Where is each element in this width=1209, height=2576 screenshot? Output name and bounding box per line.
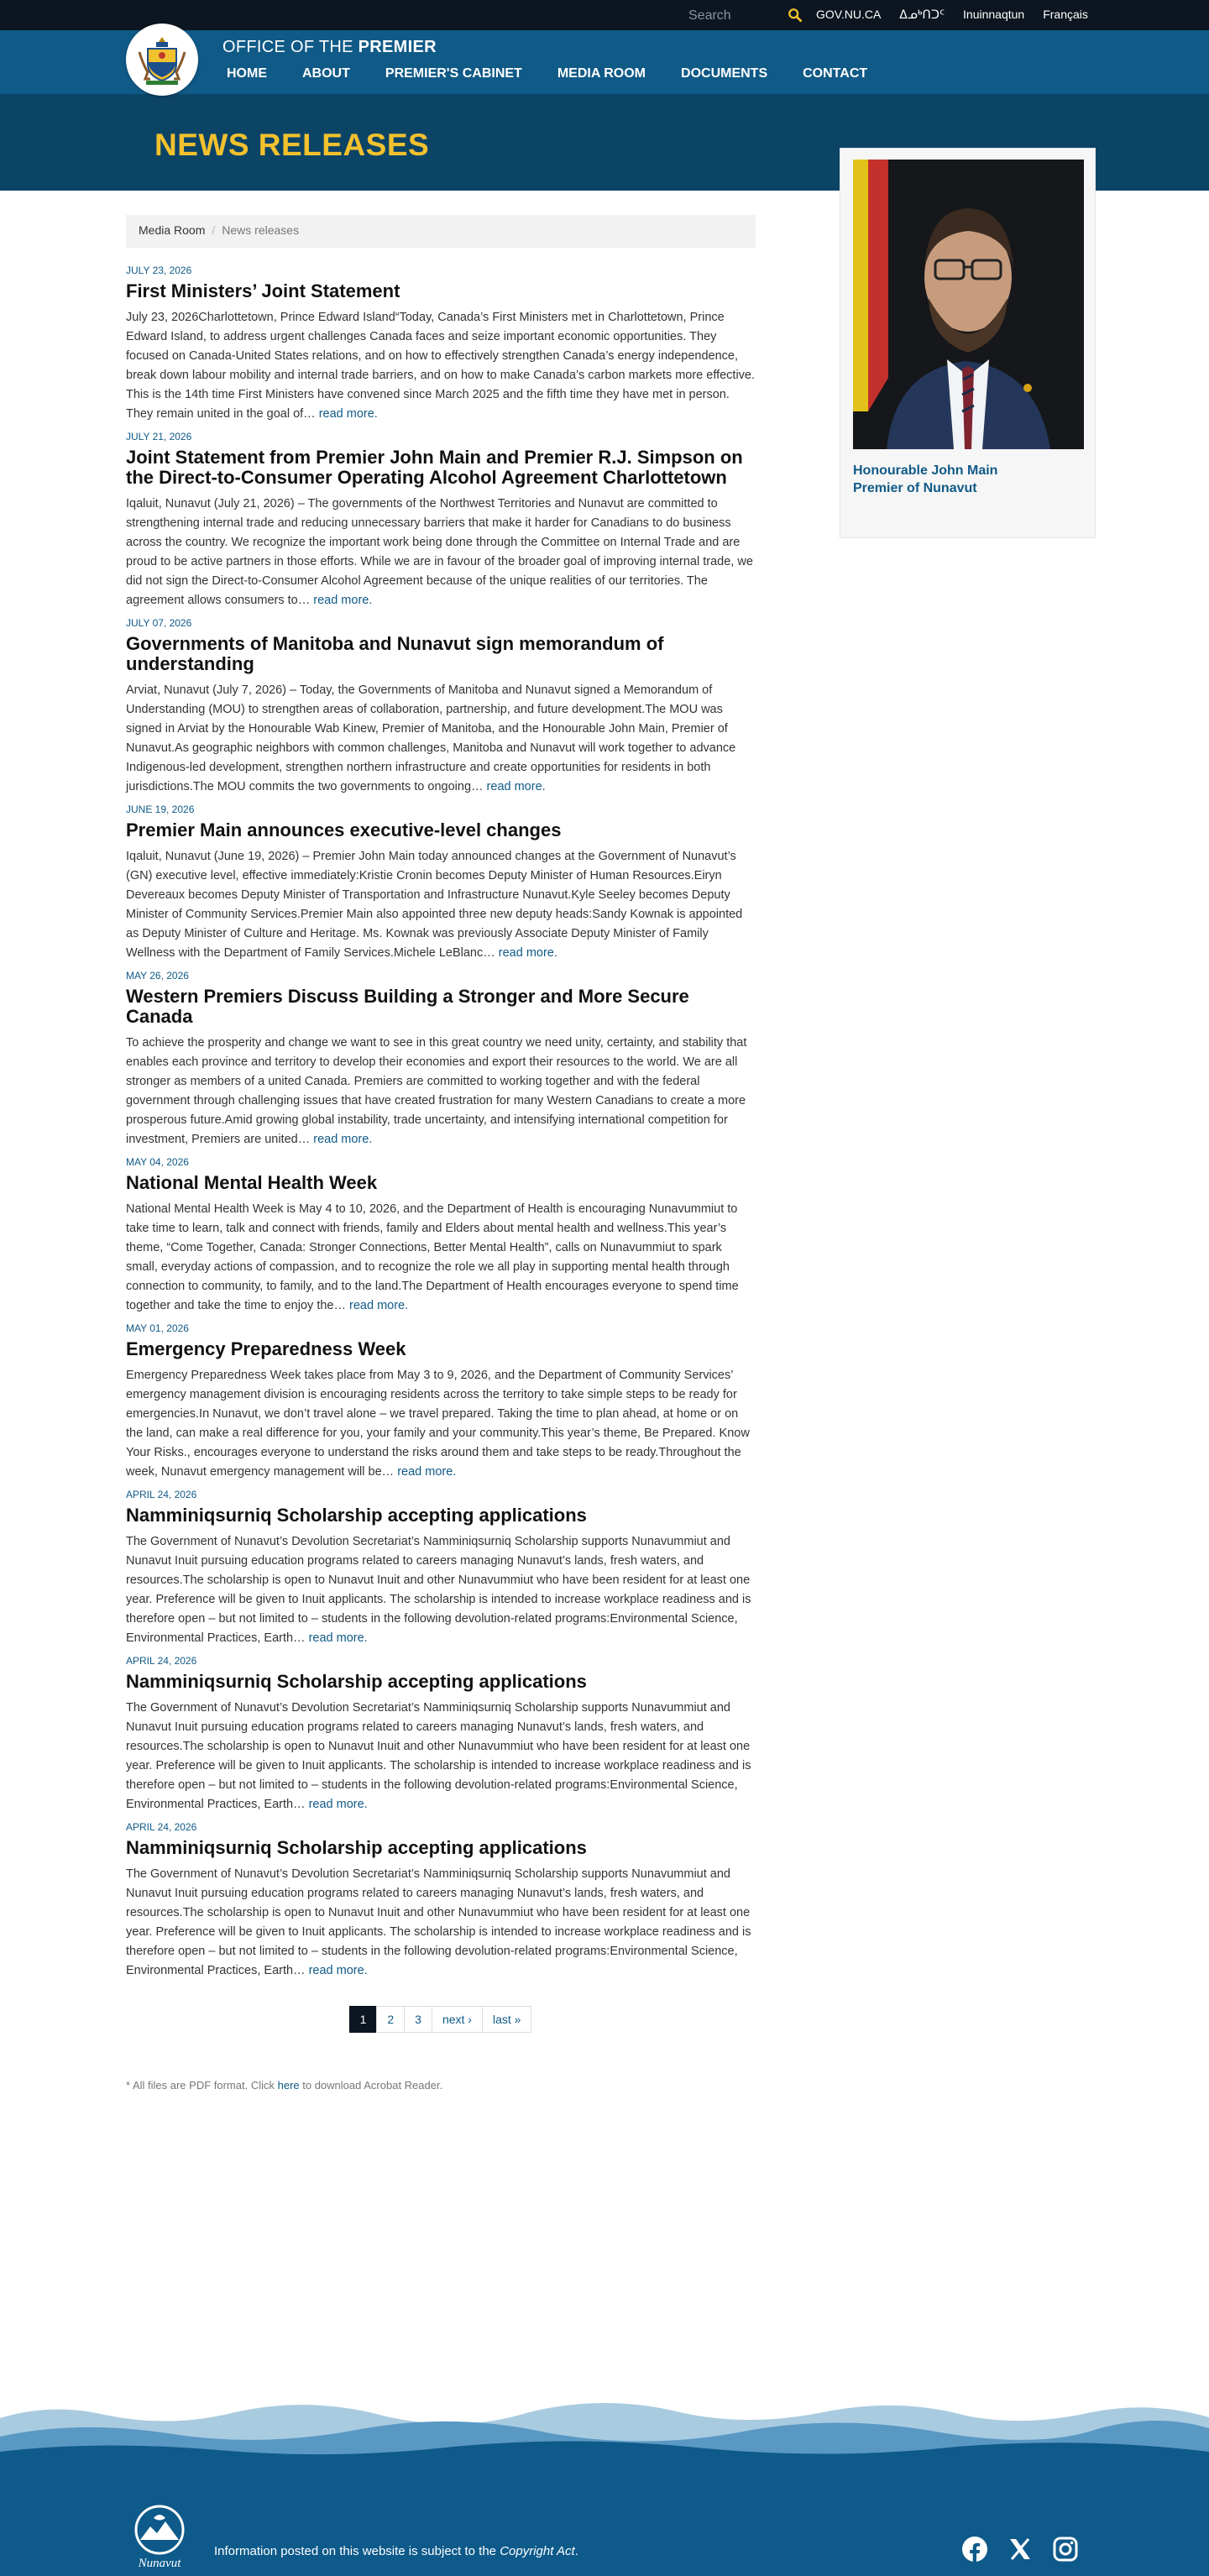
link-inuinnaqtun[interactable]: Inuinnaqtun [963, 8, 1025, 21]
breadcrumb-media-room[interactable]: Media Room [139, 223, 206, 237]
read-more-link[interactable]: read more. [308, 1798, 368, 1811]
news-title[interactable]: Premier Main announces executive-level changes [126, 819, 562, 840]
pdf-note-prefix: * All files are PDF format. Click [126, 2079, 278, 2092]
language-links [816, 8, 1088, 22]
news-summary [126, 847, 756, 963]
site-footer [0, 2456, 1209, 2576]
news-body: Emergency Preparedness Week takes place from May 3 to 9, 2026, and the Department of Community Services’ emergency management division is encouraging residents across the territory to take simple steps to be ready for emergencies.In Nunavut, we don’t travel alone – we travel prepared. Taking the time to plan ahead, at home or on the land, can make a real difference for you, your family and your community.This year’s theme, Be Prepared. Know Your Risks., encourages everyone to understand the risks around them and take steps to be ready.Throughout the week, Nunavut emergency management will be… [126, 1369, 750, 1479]
news-title[interactable]: Western Premiers Discuss Building a Stronger and More Secure Canada [126, 986, 689, 1027]
read-more-link[interactable]: read more. [498, 946, 557, 960]
breadcrumb [126, 215, 756, 248]
news-title[interactable]: National Mental Health Week [126, 1172, 378, 1193]
news-summary [126, 495, 756, 610]
news-body: Iqaluit, Nunavut (July 21, 2026) – The governments of the Northwest Territories and Nunavut are committed to strengthening internal trade and reducing unnecessary barriers that make it harder for Canadians to do business across the country. We recognize the important work being done through the Committee on Internal Trade and are proud to be active partners in those efforts. While we are in favour of the broader goal of improving internal trade, we did not sign the Direct-to-Consumer Alcohol Agreement because of the unique realities of our territories. The agreement allows consumers to… [126, 497, 753, 607]
news-item [126, 431, 756, 610]
social-links [961, 2536, 1079, 2563]
news-date: JULY 23, 2026 [126, 264, 192, 276]
page-next[interactable]: next › [432, 2006, 483, 2033]
page-last[interactable]: last » [482, 2006, 531, 2033]
news-body: National Mental Health Week is May 4 to 10, 2026, and the Department of Health is encouraging Nunavummiut to take time to learn, talk and connect with friends, family and Elders about mental health and wellness.This year’s theme, “Come Together, Canada: Stronger Connections, Better Mental Health”, calls on Nunavummiut to spark small, everyday actions of compassion, and to recognize the role we all play in supporting mental health through connection to community, to family, and to the land.The Department of Health encourages everyone to spend time together and take the time to enjoy the… [126, 1202, 739, 1312]
site-title-prefix: OFFICE OF THE [222, 38, 359, 56]
news-date: MAY 01, 2026 [126, 1322, 189, 1334]
news-body: Arviat, Nunavut (July 7, 2026) – Today, the Governments of Manitoba and Nunavut signed a Memorandum of Understanding (MOU) to strengthen areas of collaboration, partnership, and future development.The MOU was signed in Arviat by the Honourable Wab Kinew, Premier of Manitoba, and the Honourable John Main, Premier of Nunavut.As geographic neighbors with common challenges, Manitoba and Nunavut will work together to advance Indigenous-led development, strengthen northern infrastructure and create opportunities for residents in both jurisdictions.The MOU commits the two governments to ongoing… [126, 683, 736, 793]
page-3[interactable]: 3 [404, 2006, 432, 2033]
news-title[interactable]: Namminiqsurniq Scholarship accepting applications [126, 1671, 587, 1692]
news-summary [126, 1366, 756, 1482]
nav-documents[interactable]: DOCUMENTS [681, 66, 768, 81]
news-title[interactable]: Governments of Manitoba and Nunavut sign memorandum of understanding [126, 633, 664, 674]
utility-bar [0, 0, 1209, 30]
news-date: JUNE 19, 2026 [126, 804, 195, 815]
news-item [126, 1156, 756, 1316]
news-item [126, 804, 756, 963]
news-title[interactable]: First Ministers’ Joint Statement [126, 280, 400, 301]
copyright-suffix: . [574, 2544, 578, 2558]
facebook-icon[interactable] [961, 2536, 988, 2563]
read-more-link[interactable]: read more. [397, 1465, 457, 1479]
footer-logo-text: Nunavut [138, 2557, 181, 2570]
news-date: JULY 07, 2026 [126, 617, 192, 629]
breadcrumb-current: News releases [222, 223, 300, 237]
read-more-link[interactable]: read more. [313, 1133, 373, 1146]
read-more-link[interactable]: read more. [318, 407, 378, 421]
news-item [126, 970, 756, 1149]
page-title: NEWS RELEASES [154, 128, 430, 162]
pdf-note [126, 2079, 756, 2092]
read-more-link[interactable]: read more. [313, 594, 373, 607]
read-more-link[interactable]: read more. [486, 780, 546, 793]
news-body: To achieve the prosperity and change we want to see in this great country we need unity, certainty, and stability that enables each province and territory to develop their economies and export their resources to the world. We are all stronger as members of a united Canada. Premiers are committed to working together and with the federal government through challenging issues that have created frustration for many Western Canadians to create a more prosperous future.Amid growing global instability, trade uncertainty, and intensifying international competition for investment, Premiers are united… [126, 1036, 747, 1146]
search-icon[interactable] [788, 8, 803, 23]
news-item [126, 1489, 756, 1648]
premier-caption[interactable] [853, 462, 997, 497]
news-title[interactable]: Emergency Preparedness Week [126, 1338, 406, 1359]
news-item [126, 617, 756, 797]
news-summary [126, 308, 756, 424]
acrobat-link[interactable]: here [277, 2079, 300, 2092]
site-title-bold: PREMIER [358, 38, 437, 56]
copyright-text [214, 2544, 578, 2558]
main-content [126, 215, 756, 2092]
link-inuktitut[interactable]: ᐃᓄᒃᑎᑐᑦ [899, 8, 945, 21]
breadcrumb-separator: / [212, 223, 216, 237]
pdf-note-suffix: to download Acrobat Reader. [299, 2079, 443, 2092]
news-summary [126, 1200, 756, 1316]
premier-card [840, 148, 1096, 538]
news-item [126, 1655, 756, 1814]
page-2[interactable]: 2 [376, 2006, 405, 2033]
news-item [126, 1322, 756, 1482]
read-more-link[interactable]: read more. [308, 1631, 368, 1645]
news-body: The Government of Nunavut’s Devolution Secretariat’s Namminiqsurniq Scholarship supports Nunavummiut and Nunavut Inuit pursuing education programs related to careers managing Nunavut’s lands, fresh waters, and resources.The scholarship is open to Nunavut Inuit and other Nunavummiut who have been resident for at least one year. Preference will be given to Inuit applicants. The scholarship is intended to increase workplace readiness and is therefore open – but not limited to – students in the following devolution-related programs:Environmental Science, Environmental Practices, Earth… [126, 1867, 751, 1977]
x-icon[interactable] [1007, 2536, 1034, 2563]
news-date: APRIL 24, 2026 [126, 1655, 197, 1667]
news-summary [126, 681, 756, 797]
news-date: APRIL 24, 2026 [126, 1489, 197, 1500]
news-list [126, 264, 756, 1981]
premier-photo [853, 160, 1084, 449]
news-body: Iqaluit, Nunavut (June 19, 2026) – Premier John Main today announced changes at the Government of Nunavut’s (GN) executive level, effective immediately:Kristie Cronin becomes Deputy Minister of Human Resources.Eiryn Devereaux becomes Deputy Minister of Transportation and Infrastructure Nunavut.Kyle Seeley becomes Deputy Minister of Community Services.Premier Main also appointed three new deputy heads:Sandy Kownak is appointed as Deputy Minister of Culture and Heritage. Ms. Kownak was previously Associate Deputy Minister of Family Wellness with the Department of Family Services.Michele LeBlanc… [126, 850, 743, 960]
read-more-link[interactable]: read more. [308, 1964, 368, 1977]
page-1[interactable]: 1 [349, 2006, 378, 2033]
read-more-link[interactable]: read more. [349, 1299, 409, 1312]
link-francais[interactable]: Français [1043, 8, 1088, 21]
nunavut-coat-of-arms-logo[interactable] [126, 24, 198, 96]
nav-home[interactable]: HOME [227, 66, 267, 81]
site-title[interactable] [222, 38, 437, 57]
news-date: JULY 21, 2026 [126, 431, 192, 442]
instagram-icon[interactable] [1052, 2536, 1079, 2563]
news-summary [126, 1865, 756, 1981]
nav-about[interactable]: ABOUT [302, 66, 350, 81]
news-title[interactable]: Namminiqsurniq Scholarship accepting applications [126, 1505, 587, 1526]
nunavut-footer-logo[interactable] [130, 2503, 189, 2570]
link-gov-nu-ca[interactable]: GOV.NU.CA [816, 8, 882, 21]
news-summary [126, 1034, 756, 1149]
copyright-act: Copyright Act [500, 2544, 575, 2558]
news-title[interactable]: Namminiqsurniq Scholarship accepting applications [126, 1837, 587, 1858]
premier-name: Honourable John Main [853, 463, 998, 478]
news-summary [126, 1532, 756, 1648]
news-summary [126, 1699, 756, 1814]
news-date: APRIL 24, 2026 [126, 1821, 197, 1833]
pagination [126, 2006, 756, 2033]
nav-contact[interactable]: CONTACT [803, 66, 868, 81]
news-item [126, 1821, 756, 1981]
copyright-prefix: Information posted on this website is subject to the [214, 2544, 500, 2558]
news-item [126, 264, 756, 424]
news-date: MAY 26, 2026 [126, 970, 189, 982]
news-body: July 23, 2026Charlottetown, Prince Edward Island“Today, Canada’s First Ministers met in Charlottetown, Prince Edward Island, to address urgent challenges Canada faces and seize important economic opportunities. They focused on Canada-United States relations, and on how to effectively strengthen Canada’s energy independence, break down labour mobility and internal trade barriers, and on how to make Canada’s carbon markets more effective. This is the 14th time First Ministers have convened since March 2025 and the fifth time they have met in person. They remain united in the goal of… [126, 311, 756, 421]
news-body: The Government of Nunavut’s Devolution Secretariat’s Namminiqsurniq Scholarship supports Nunavummiut and Nunavut Inuit pursuing education programs related to careers managing Nunavut’s lands, fresh waters, and resources.The scholarship is open to Nunavut Inuit and other Nunavummiut who have been resident for at least one year. Preference will be given to Inuit applicants. The scholarship is intended to increase workplace readiness and is therefore open – but not limited to – students in the following devolution-related programs:Environmental Science, Environmental Practices, Earth… [126, 1701, 751, 1811]
nav-premiers-cabinet[interactable]: PREMIER'S CABINET [385, 66, 522, 81]
news-title[interactable]: Joint Statement from Premier John Main and Premier R.J. Simpson on the Direct-to-Consumer Operating Alcohol Agreement Charlottetown [126, 447, 743, 488]
main-nav [227, 66, 903, 81]
premier-role: Premier of Nunavut [853, 481, 977, 495]
nav-media-room[interactable]: MEDIA ROOM [557, 66, 646, 81]
coat-of-arms-icon [136, 32, 188, 87]
news-date: MAY 04, 2026 [126, 1156, 189, 1168]
news-body: The Government of Nunavut’s Devolution Secretariat’s Namminiqsurniq Scholarship supports Nunavummiut and Nunavut Inuit pursuing education programs related to careers managing Nunavut’s lands, fresh waters, and resources.The scholarship is open to Nunavut Inuit and other Nunavummiut who have been resident for at least one year. Preference will be given to Inuit applicants. The scholarship is intended to increase workplace readiness and is therefore open – but not limited to – students in the following devolution-related programs:Environmental Science, Environmental Practices, Earth… [126, 1535, 751, 1645]
